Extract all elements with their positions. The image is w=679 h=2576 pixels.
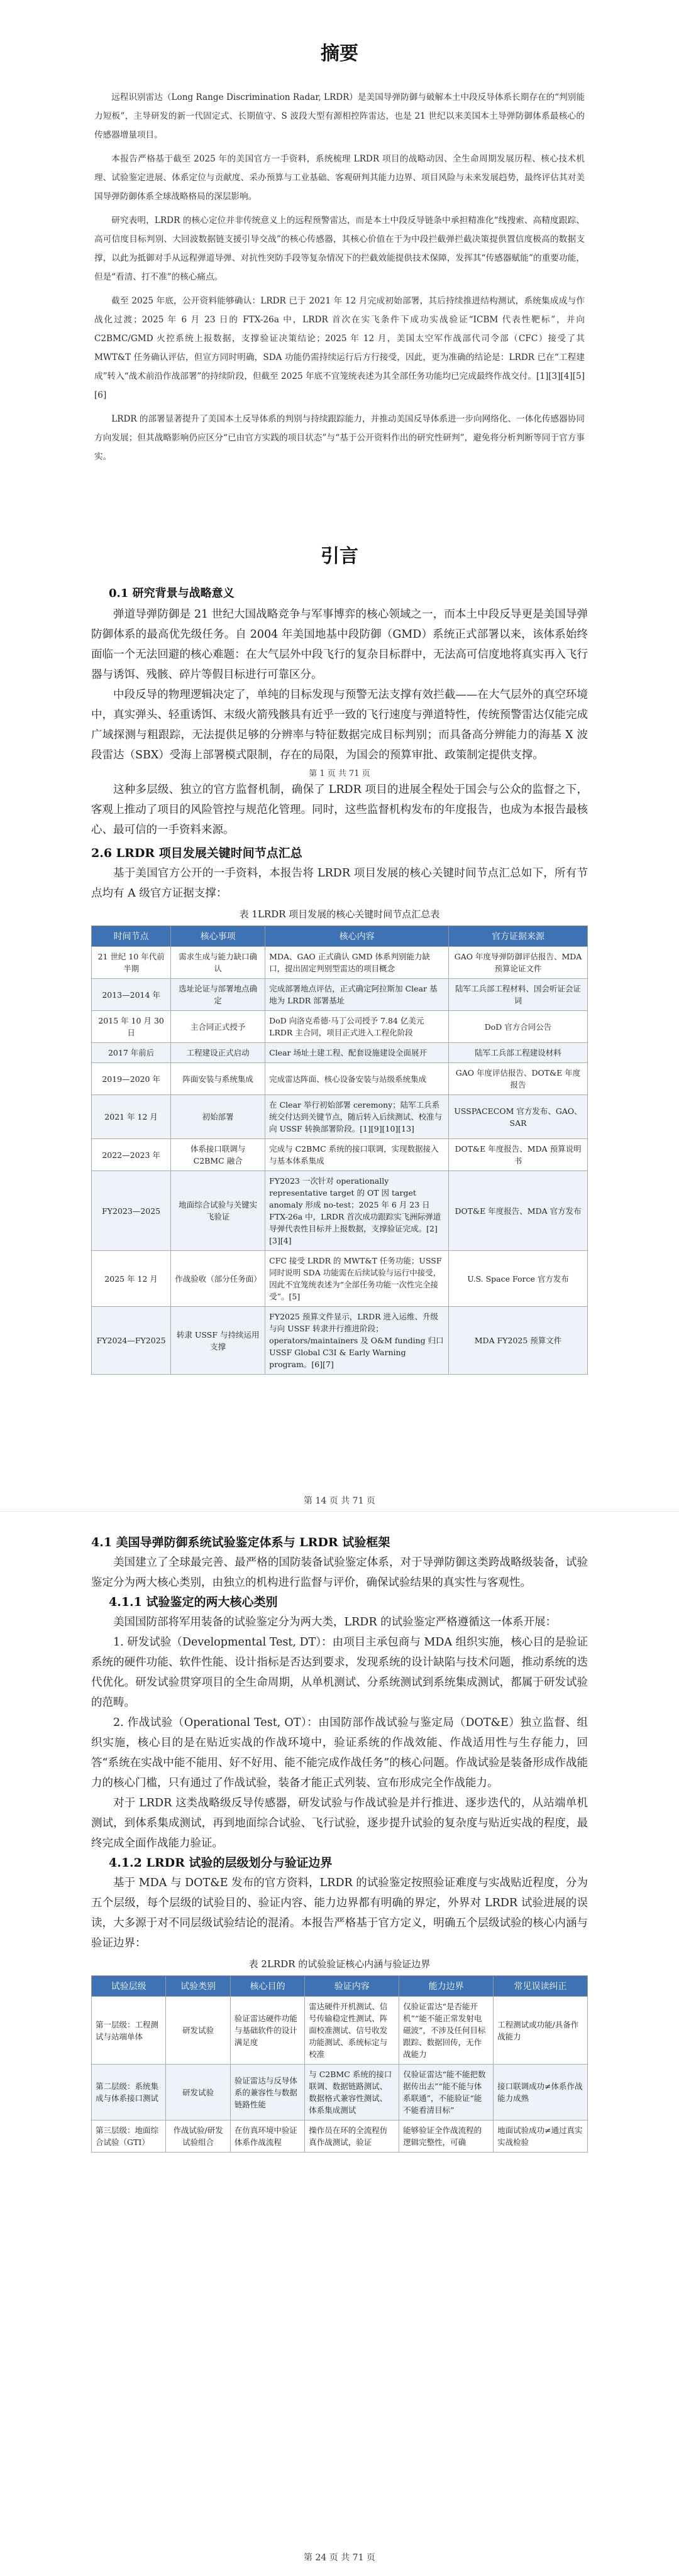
table-cell: DoD 向洛克希德·马丁公司授予 7.84 亿美元 LRDR 主合同，项目正式进入工程化阶段: [265, 1011, 449, 1043]
body-paragraph: 2. 作战试验（Operational Test, OT）：由国防部作战试验与鉴定局（DOT&E）独立监督、组织实施，核心目的是在贴近实战的作战环境中，验证系统的作战效能、作战适用性与生存能力，回答“系统在实战中能不能用、好不好用、能不能完成作战任务”的核心问题。作战试验是装备形成作战能力的核心门槛，只有通过了作战试验，装备才能正式列装、宣布形成完全作战能力。: [91, 1716, 588, 1789]
table-cell: 作战验收（部分任务面）: [171, 1251, 265, 1307]
table-cell: 2021 年 12 月: [92, 1095, 171, 1139]
table-cell: 2022—2023 年: [92, 1139, 171, 1171]
section-heading-4-1-2: 4.1.2 LRDR 试验的层级划分与验证边界: [109, 1856, 333, 1870]
timeline-table: [91, 925, 588, 1375]
table-cell: FY2024—FY2025: [92, 1307, 171, 1375]
intro-section: [0, 534, 679, 1520]
table-row: [92, 1095, 588, 1139]
intro-paragraph: 基于美国官方公开的一手资料，本报告将 LRDR 项目发展的核心关键时间节点汇总如下，所有节点均有 A 级官方证据支撑：: [91, 867, 588, 900]
table-cell: 工程测试或功能/具备作战能力: [494, 1997, 588, 2065]
table-header-cell: 试验层级: [92, 1976, 166, 1997]
table-cell: 体系接口联调与 C2BMC 融合: [171, 1139, 265, 1171]
table-cell: 在 Clear 举行初始部署 ceremony；陆军工兵系统交付达到关键节点，随后转入后续测试、校准与向 USSF 转换部署阶段。[1][9][10][13]: [265, 1095, 449, 1139]
section-4-1: [0, 1520, 679, 2576]
abstract-paragraph: 本报告严格基于截至 2025 年的美国官方一手资料，系统梳理 LRDR 项目的战略动因、全生命周期发展历程、核心技术机理、试验鉴定进展、体系定位与贡献度、采办预算与工业基础、客观研判其能力边界、项目风险与未来发展趋势，最终评估其对美国导弹防御体系全球战略格局的深层影响。: [94, 154, 585, 202]
table-cell: 2013—2014 年: [92, 979, 171, 1011]
table-cell: FY2025 预算文件显示，LRDR 进入运维、升级与向 USSF 转隶并行推进阶段；operators/maintainers 及 O&M funding 归口 USSF Global C3I & Early Warning program。[6][7]: [265, 1307, 449, 1375]
table-row: [92, 947, 588, 979]
table-cell: MDA FY2025 预算文件: [449, 1307, 588, 1375]
abstract-paragraph: 截至 2025 年底，公开资料能够确认：LRDR 已于 2021 年 12 月完成初始部署，其后持续推进结构测试，系统集成成与作战化过渡；2025 年 6 月 23 日的 FTX-26a 中，LRDR 首次在实飞条件下成功实战验证“ICBM 代表性靶标”，并向 C2BMC/GMD 火控系统上报数据，支撑验证决策结论；2025 年 12 月，美国太空军作战部代司令部（CFC）接受了其 MWT&T 任务确认评估，但宣方同时明确，SDA 功能仍需持续运行后方行接受，因此，更为准确的结论是：LRDR 已在“工程建成”转入“战术前沿作战部署”的持续阶段，但截至 2025 年底不宜笼统表述为其全部任务功能均已完成最终作战交付。[1][3][4][5][6]: [94, 296, 585, 400]
table-cell: 转隶 USSF 与持续运用支撑: [171, 1307, 265, 1375]
table-cell: DOT&E 年度报告、MDA 预算说明书: [449, 1139, 588, 1171]
abstract-paragraph: 远程识别雷达（Long Range Discrimination Radar, LRDR）是美国导弹防御与破解本土中段反导体系长期存在的“判别能力短板”，主导研发的新一代固定式、长期值守、S 波段大型有源相控阵雷达，也是 21 世纪以来美国本土导弹防御体系最核心的传感器增量项目。: [94, 92, 585, 140]
table-cell: 第一层级：工程测试与站端单体: [92, 1997, 166, 2065]
table-cell: 第三层级：地面综合试验（GTI）: [92, 2120, 166, 2153]
table-cell: 雷达硬件开机测试、信号传输稳定性测试、阵面校准测试、信号收发功能测试、系统标定与校准: [305, 1997, 399, 2065]
table-cell: 与 C2BMC 系统的接口联调、数据链路测试、数据格式兼容性测试、体系集成测试: [305, 2065, 399, 2120]
intro-paragraph: 弹道导弹防御是 21 世纪大国战略竞争与军事博弈的核心领域之一，而本土中段反导更是美国导弹防御体系的最高优先级任务。自 2004 年美国地基中段防御（GMD）系统正式部署以来，该体系始终面临一个无法回避的核心难题：在大气层外中段飞行的复杂目标群中，无法高可信度地将真实再入飞行器与诱饵、残骸、碎片等假目标进行可靠区分。: [91, 608, 588, 681]
table-cell: USSPACECOM 官方发布、GAO、SAR: [449, 1095, 588, 1139]
body-paragraph: 基于 MDA 与 DOT&E 发布的官方资料，LRDR 的试验鉴定按照验证难度与实战贴近程度，分为五个层级，每个层级的试验目的、验证内容、能力边界都有明确的界定，外界对 LRDR 试验进展的误读，大多源于对不同层级试验结论的混淆。本报告严格基于官方定义，明确五个层级试验的核心内涵与验证边界：: [91, 1877, 588, 1950]
table-cell: 能够验证全作战流程的逻辑完整性，可确: [399, 2120, 494, 2153]
table-cell: U.S. Space Force 官方发布: [449, 1251, 588, 1307]
table-cell: 完成部署地点评估，正式确定阿拉斯加 Clear 基地为 LRDR 部署基址: [265, 979, 449, 1011]
abstract-paragraph: LRDR 的部署显著提升了美国本土反导体系的判别与持续跟踪能力，并推动美国反导体系进一步向网络化、一体化传感器协同方向发展；但其战略影响仍应区分“已由官方实践的项目状态”与“基于公开资料作出的研究性研判”，避免将分析判断等同于官方事实。: [94, 414, 585, 462]
intro-title: 引言: [321, 545, 358, 567]
table-row: [92, 1063, 588, 1095]
table-cell: 阵面安装与系统集成: [171, 1063, 265, 1095]
table-cell: GAO 年度导弹防御评估报告、MDA 预算论证文件: [449, 947, 588, 979]
table-caption: 表 2LRDR 的试验验证核心内涵与验证边界: [248, 1958, 431, 1970]
page-footer: 第 1 页 共 71 页: [309, 769, 370, 778]
table-row: [92, 1997, 588, 2065]
body-paragraph: 美国国防部将军用装备的试验鉴定分为两大类，LRDR 的试验鉴定严格遵循这一体系开展：: [113, 1616, 557, 1629]
table-cell: Clear 场址土建工程、配套设施建设全面展开: [265, 1043, 449, 1063]
table-cell: DOT&E 年度报告、MDA 官方发布: [449, 1171, 588, 1251]
table-cell: 陆军工兵部工程建设材料: [449, 1043, 588, 1063]
table-cell: 在仿真环境中验证体系作战流程: [230, 2120, 304, 2153]
section-4-1-body: [91, 1533, 588, 2153]
table-header-cell: 能力边界: [399, 1976, 494, 1997]
table-cell: 仅验证雷达“能不能把数据传出去”“能不能与体系联通”，不能验证“能不能看清目标”: [399, 2065, 494, 2120]
page-footer: 第 24 页 共 71 页: [304, 2553, 375, 2563]
table-header-cell: 验证内容: [305, 1976, 399, 1997]
section-heading-2-6: 2.6 LRDR 项目发展关键时间节点汇总: [91, 846, 302, 860]
table-row: [92, 1139, 588, 1171]
table-cell: MDA、GAO 正式确认 GMD 体系判别能力缺口，提出固定判别型雷达的项目概念: [265, 947, 449, 979]
table-cell: FY2023 一次针对 operationally representative target 的 OT 因 target anomaly 形成 no-test；2025 年 6 月 23 日 FTX-26a 中，LRDR 首次成功跟踪实飞洲际弹道导弹代表性目标并上报数据，支撑验证完成。[2][3][4]: [265, 1171, 449, 1251]
table-cell: 21 世纪 10 年代前半期: [92, 947, 171, 979]
body-paragraph: 对于 LRDR 这类战略级反导传感器，研发试验与作战试验是并行推进、逐步迭代的，从站端单机测试，到体系集成测试，再到地面综合试验、飞行试验，逐步提升试验的复杂度与贴近实战的程度，最终完成全面作战能力验证。: [91, 1797, 588, 1850]
table-cell: 需求生成与能力缺口确认: [171, 947, 265, 979]
abstract-paragraph: 研究表明，LRDR 的核心定位并非传统意义上的远程预警雷达，而是本土中段反导链条中承担精准化“线搜索、高精度跟踪、高可信度目标判别、大回波数据链支援引导交战”的核心传感器，其核心价值在于为中段拦截弹拦截决策提供置信度极高的数据支撑，以此为抵御对手从远程弹道导弹、对抗性突防手段等复杂情况下的拦截效能提供技术保障，发挥其“传感器赋能”的重要功能，但是“看清、打不准”的核心痛点。: [94, 216, 585, 282]
table-row: [92, 1251, 588, 1307]
test-levels-table: [91, 1975, 588, 2153]
table-cell: GAO 年度评估报告、DOT&E 年度报告: [449, 1063, 588, 1095]
section-heading-0-1: 0.1 研究背景与战略意义: [109, 587, 235, 600]
table-header-row: [92, 1976, 588, 1997]
abstract-section: [0, 0, 679, 534]
table-cell: 验证雷达硬件功能与基础软件的设计满足度: [230, 1997, 304, 2065]
table-row: [92, 2065, 588, 2120]
abstract-title: 摘要: [321, 43, 358, 65]
table-header-cell: 核心内容: [265, 926, 449, 947]
table-cell: CFC 接受 LRDR 的 MWT&T 任务功能；USSF 同时说明 SDA 功能需在后续试验与运行中接受，因此不宜笼统表述为“全部任务功能一次性完全接受”。[5]: [265, 1251, 449, 1307]
table-cell: 2025 年 12 月: [92, 1251, 171, 1307]
table-header-cell: 官方证据来源: [449, 926, 588, 947]
table-cell: 选址论证与部署地点确定: [171, 979, 265, 1011]
table-cell: 完成与 C2BMC 系统的接口联调，实现数据接入与基本体系集成: [265, 1139, 449, 1171]
table-row: [92, 1043, 588, 1063]
table-cell: 工程建设正式启动: [171, 1043, 265, 1063]
table-cell: 仅验证雷达“是否能开机”“能不能正常发射电磁波”，不涉及任何目标跟踪、数据回传，无作战能力: [399, 1997, 494, 2065]
table-header-row: [92, 926, 588, 947]
table-cell: DoD 官方合同公告: [449, 1011, 588, 1043]
table-header-cell: 核心事项: [171, 926, 265, 947]
section-heading-4-1: 4.1 美国导弹防御系统试验鉴定体系与 LRDR 试验框架: [91, 1536, 390, 1549]
intro-paragraph: 中段反导的物理逻辑决定了，单纯的目标发现与预警无法支撑有效拦截——在大气层外的真空环境中，真实弹头、轻重诱饵、末级火箭残骸具有近乎一致的飞行速度与弹道特性，传统预警雷达仅能完成广域探测与粗跟踪，无法提供足够的分辨率与特征数据完成目标判别；而具备高分辨能力的海基 X 波段雷达（SBX）受海上部署模式限制，存在的局限，为国会的预算审批、政策制定提供支撑。: [91, 689, 588, 761]
table-row: [92, 1011, 588, 1043]
table-cell: 2017 年前后: [92, 1043, 171, 1063]
table-cell: 作战试验/研发试验组合: [166, 2120, 231, 2153]
table-cell: 研发试验: [166, 2065, 231, 2120]
table-caption: 表 1LRDR 项目发展的核心关键时间节点汇总表: [239, 909, 440, 920]
table-row: [92, 979, 588, 1011]
table-cell: 验证雷达与反导体系的兼容性与数据链路性能: [230, 2065, 304, 2120]
table-cell: 第二层级：系统集成与体系接口测试: [92, 2065, 166, 2120]
table-cell: 陆军工兵部工程材料、国会听证会证词: [449, 979, 588, 1011]
table-cell: 主合同正式授予: [171, 1011, 265, 1043]
body-paragraph: 1. 研发试验（Developmental Test, DT）：由项目主承包商与 MDA 组织实施，核心目的是验证系统的硬件功能、软件性能、设计指标是否达到要求，发现系统的设计缺陷与技术问题，推动系统的迭代优化。研发试验贯穿项目的全生命周期，从单机测试、分系统测试到系统集成测试，都属于研发试验的范畴。: [91, 1636, 588, 1709]
table-cell: FY2023—2025: [92, 1171, 171, 1251]
table-cell: 地面试验成功≠通过真实实战检验: [494, 2120, 588, 2153]
intro-paragraph: 这种多层级、独立的官方监督机制，确保了 LRDR 项目的进展全程处于国会与公众的监督之下，客观上推动了项目的风险管控与规范化管理。同时，这些监督机构发布的年度报告，也成为本报告最核心、最可信的一手资料来源。: [91, 783, 588, 836]
page-divider: [0, 1511, 679, 1512]
section-heading-4-1-1: 4.1.1 试验鉴定的两大核心类别: [109, 1595, 278, 1609]
table-cell: 操作员在环的全流程仿真作战测试，验证: [305, 2120, 399, 2153]
table-row: [92, 1171, 588, 1251]
abstract-body: [94, 88, 585, 471]
table-header-cell: 核心目的: [230, 1976, 304, 1997]
body-paragraph: 美国建立了全球最完善、最严格的国防装备试验鉴定体系，对于导弹防御这类跨战略级装备，试验鉴定分为两大核心类别，由独立的机构进行监督与评价，确保试验结果的真实性与客观性。: [91, 1556, 588, 1589]
page-footer: 第 14 页 共 71 页: [304, 1496, 375, 1506]
table-cell: 接口联调成功≠体系作战能力成熟: [494, 2065, 588, 2120]
table-cell: 完成雷达阵面、核心设备安装与站级系统集成: [265, 1063, 449, 1095]
table-cell: 研发试验: [166, 1997, 231, 2065]
table-cell: 初始部署: [171, 1095, 265, 1139]
table-cell: 地面综合试验与关键实飞验证: [171, 1171, 265, 1251]
table-cell: 2019—2020 年: [92, 1063, 171, 1095]
table-row: [92, 1307, 588, 1375]
table-header-cell: 常见误读纠正: [494, 1976, 588, 1997]
table-header-cell: 试验类别: [166, 1976, 231, 1997]
table-header-cell: 时间节点: [92, 926, 171, 947]
table-row: [92, 2120, 588, 2153]
table-cell: 2015 年 10 月 30 日: [92, 1011, 171, 1043]
intro-body: [91, 584, 588, 1375]
